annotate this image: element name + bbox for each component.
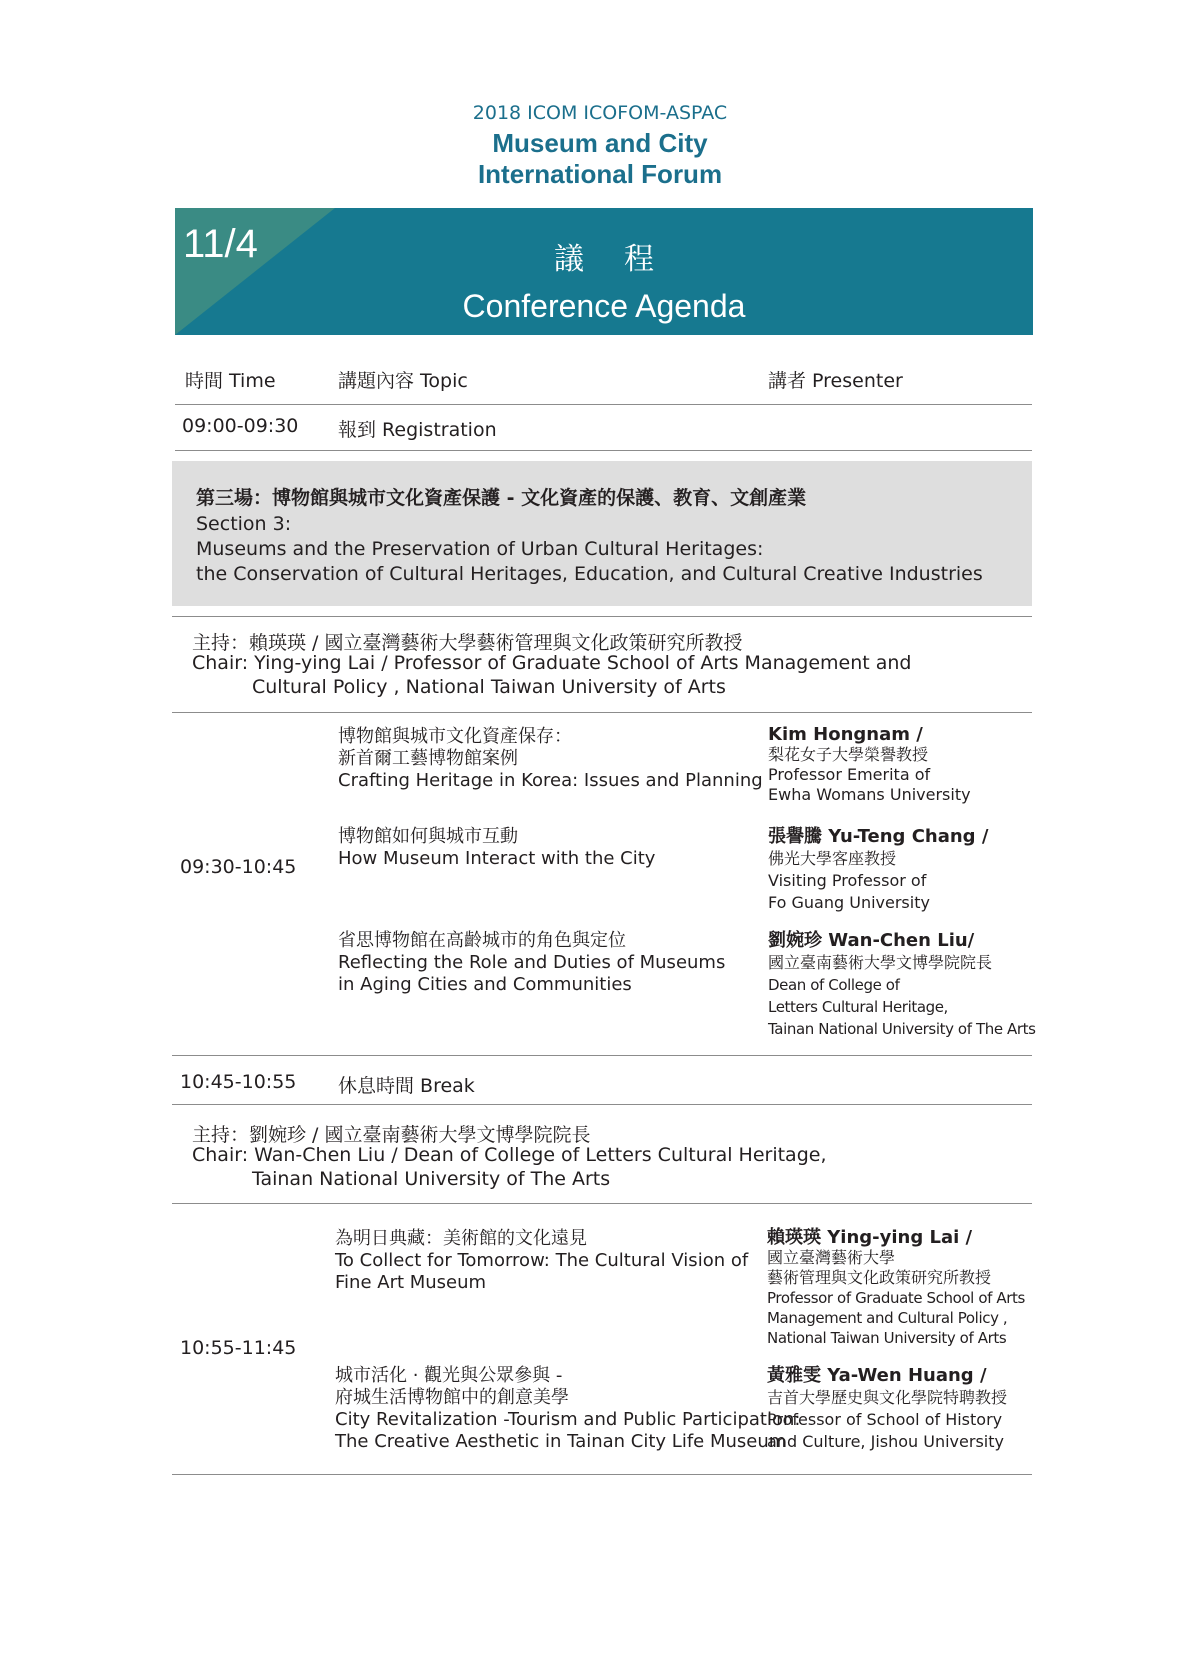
talk-1-presenter: Kim Hongnam / 梨花女子大學榮譽教授 Professor Emerita of Ewha Womans University [768,724,971,804]
section-title-en-1: Section 3: [196,513,292,535]
talk-4-topic: 為明日典藏：美術館的文化遠見 To Collect for Tomorrow: The Cultural Vision of Fine Art Museum [335,1228,749,1293]
divider [175,450,1032,451]
divider [175,404,1032,405]
break-time: 10:45-10:55 [180,1071,297,1093]
column-time: 時間 Time [185,370,276,392]
section-title-en-2: Museums and the Preservation of Urban Cultural Heritages: [196,538,764,560]
forum-title-line1: Museum and City [492,128,708,158]
registration-topic: 報到 Registration [338,419,497,441]
session-2-time: 10:55-11:45 [180,1337,297,1359]
section-3-box [172,461,1032,606]
talk-3-presenter: 劉婉珍 Wan-Chen Liu/ 國立臺南藝術大學文博學院院長 Dean of College of Letters Cultural Heritage, Tainan National University of The Arts [768,930,1036,1038]
column-topic: 講題內容 Topic [338,370,468,392]
session-1-time: 09:30-10:45 [180,856,297,878]
chair-2-en-1: Chair: Wan-Chen Liu / Dean of College of Letters Cultural Heritage, [192,1144,827,1166]
banner-title-en: Conference Agenda [462,288,746,324]
chair-1-en-2: Cultural Policy , National Taiwan University of Arts [252,676,726,698]
talk-5-presenter: 黃雅雯 Ya-Wen Huang / 吉首大學歷史與文化學院特聘教授 Professor of School of History and Culture, Jishou University [767,1365,1008,1451]
divider [172,1203,1032,1204]
talk-4-presenter: 賴瑛瑛 Ying-ying Lai / 國立臺灣藝術大學 藝術管理與文化政策研究所教授 Professor of Graduate School of Arts Management and Cultural Policy , National Taiwan University of Arts [767,1227,1025,1347]
registration-time: 09:00-09:30 [182,415,299,437]
divider [172,712,1032,713]
divider [172,1474,1032,1475]
talk-1-topic: 博物館與城市文化資產保存： 新首爾工藝博物館案例 Crafting Heritage in Korea: Issues and Planning [338,726,763,791]
divider [172,1055,1032,1056]
column-presenter: 講者 Presenter [768,370,903,392]
divider [172,616,1032,617]
section-title-en-3: the Conservation of Cultural Heritages, Education, and Cultural Creative Industries [196,563,983,585]
divider [172,1104,1032,1105]
agenda-banner [175,208,1033,335]
chair-1-en-1: Chair: Ying-ying Lai / Professor of Graduate School of Arts Management and [192,652,912,674]
talk-5-topic: 城市活化 · 觀光與公眾參與 - 府城生活博物館中的創意美學 City Revitalization -Tourism and Public Participation: The Creative Aesthetic in Tainan City Life Museum [335,1365,801,1452]
forum-title-line2: International Forum [477,159,723,189]
banner-date: 11/4 [183,222,258,266]
chair-1-zh: 主持：賴瑛瑛 / 國立臺灣藝術大學藝術管理與文化政策研究所教授 [192,632,743,654]
break-topic: 休息時間 Break [338,1075,475,1097]
forum-org: 2018 ICOM ICOFOM-ASPAC [472,102,728,124]
talk-2-presenter: 張譽騰 Yu-Teng Chang / 佛光大學客座教授 Visiting Professor of Fo Guang University [768,826,989,912]
chair-2-en-2: Tainan National University of The Arts [252,1168,611,1190]
chair-2-zh: 主持：劉婉珍 / 國立臺南藝術大學文博學院院長 [192,1124,591,1146]
talk-3-topic: 省思博物館在高齡城市的角色與定位 Reflecting the Role and Duties of Museums in Aging Cities and Communities [338,930,726,995]
banner-title-zh: 議程 [554,242,694,277]
section-title-zh: 第三場：博物館與城市文化資產保護 - 文化資產的保護、教育、文創產業 [196,487,807,509]
talk-2-topic: 博物館如何與城市互動 How Museum Interact with the City [338,826,656,869]
